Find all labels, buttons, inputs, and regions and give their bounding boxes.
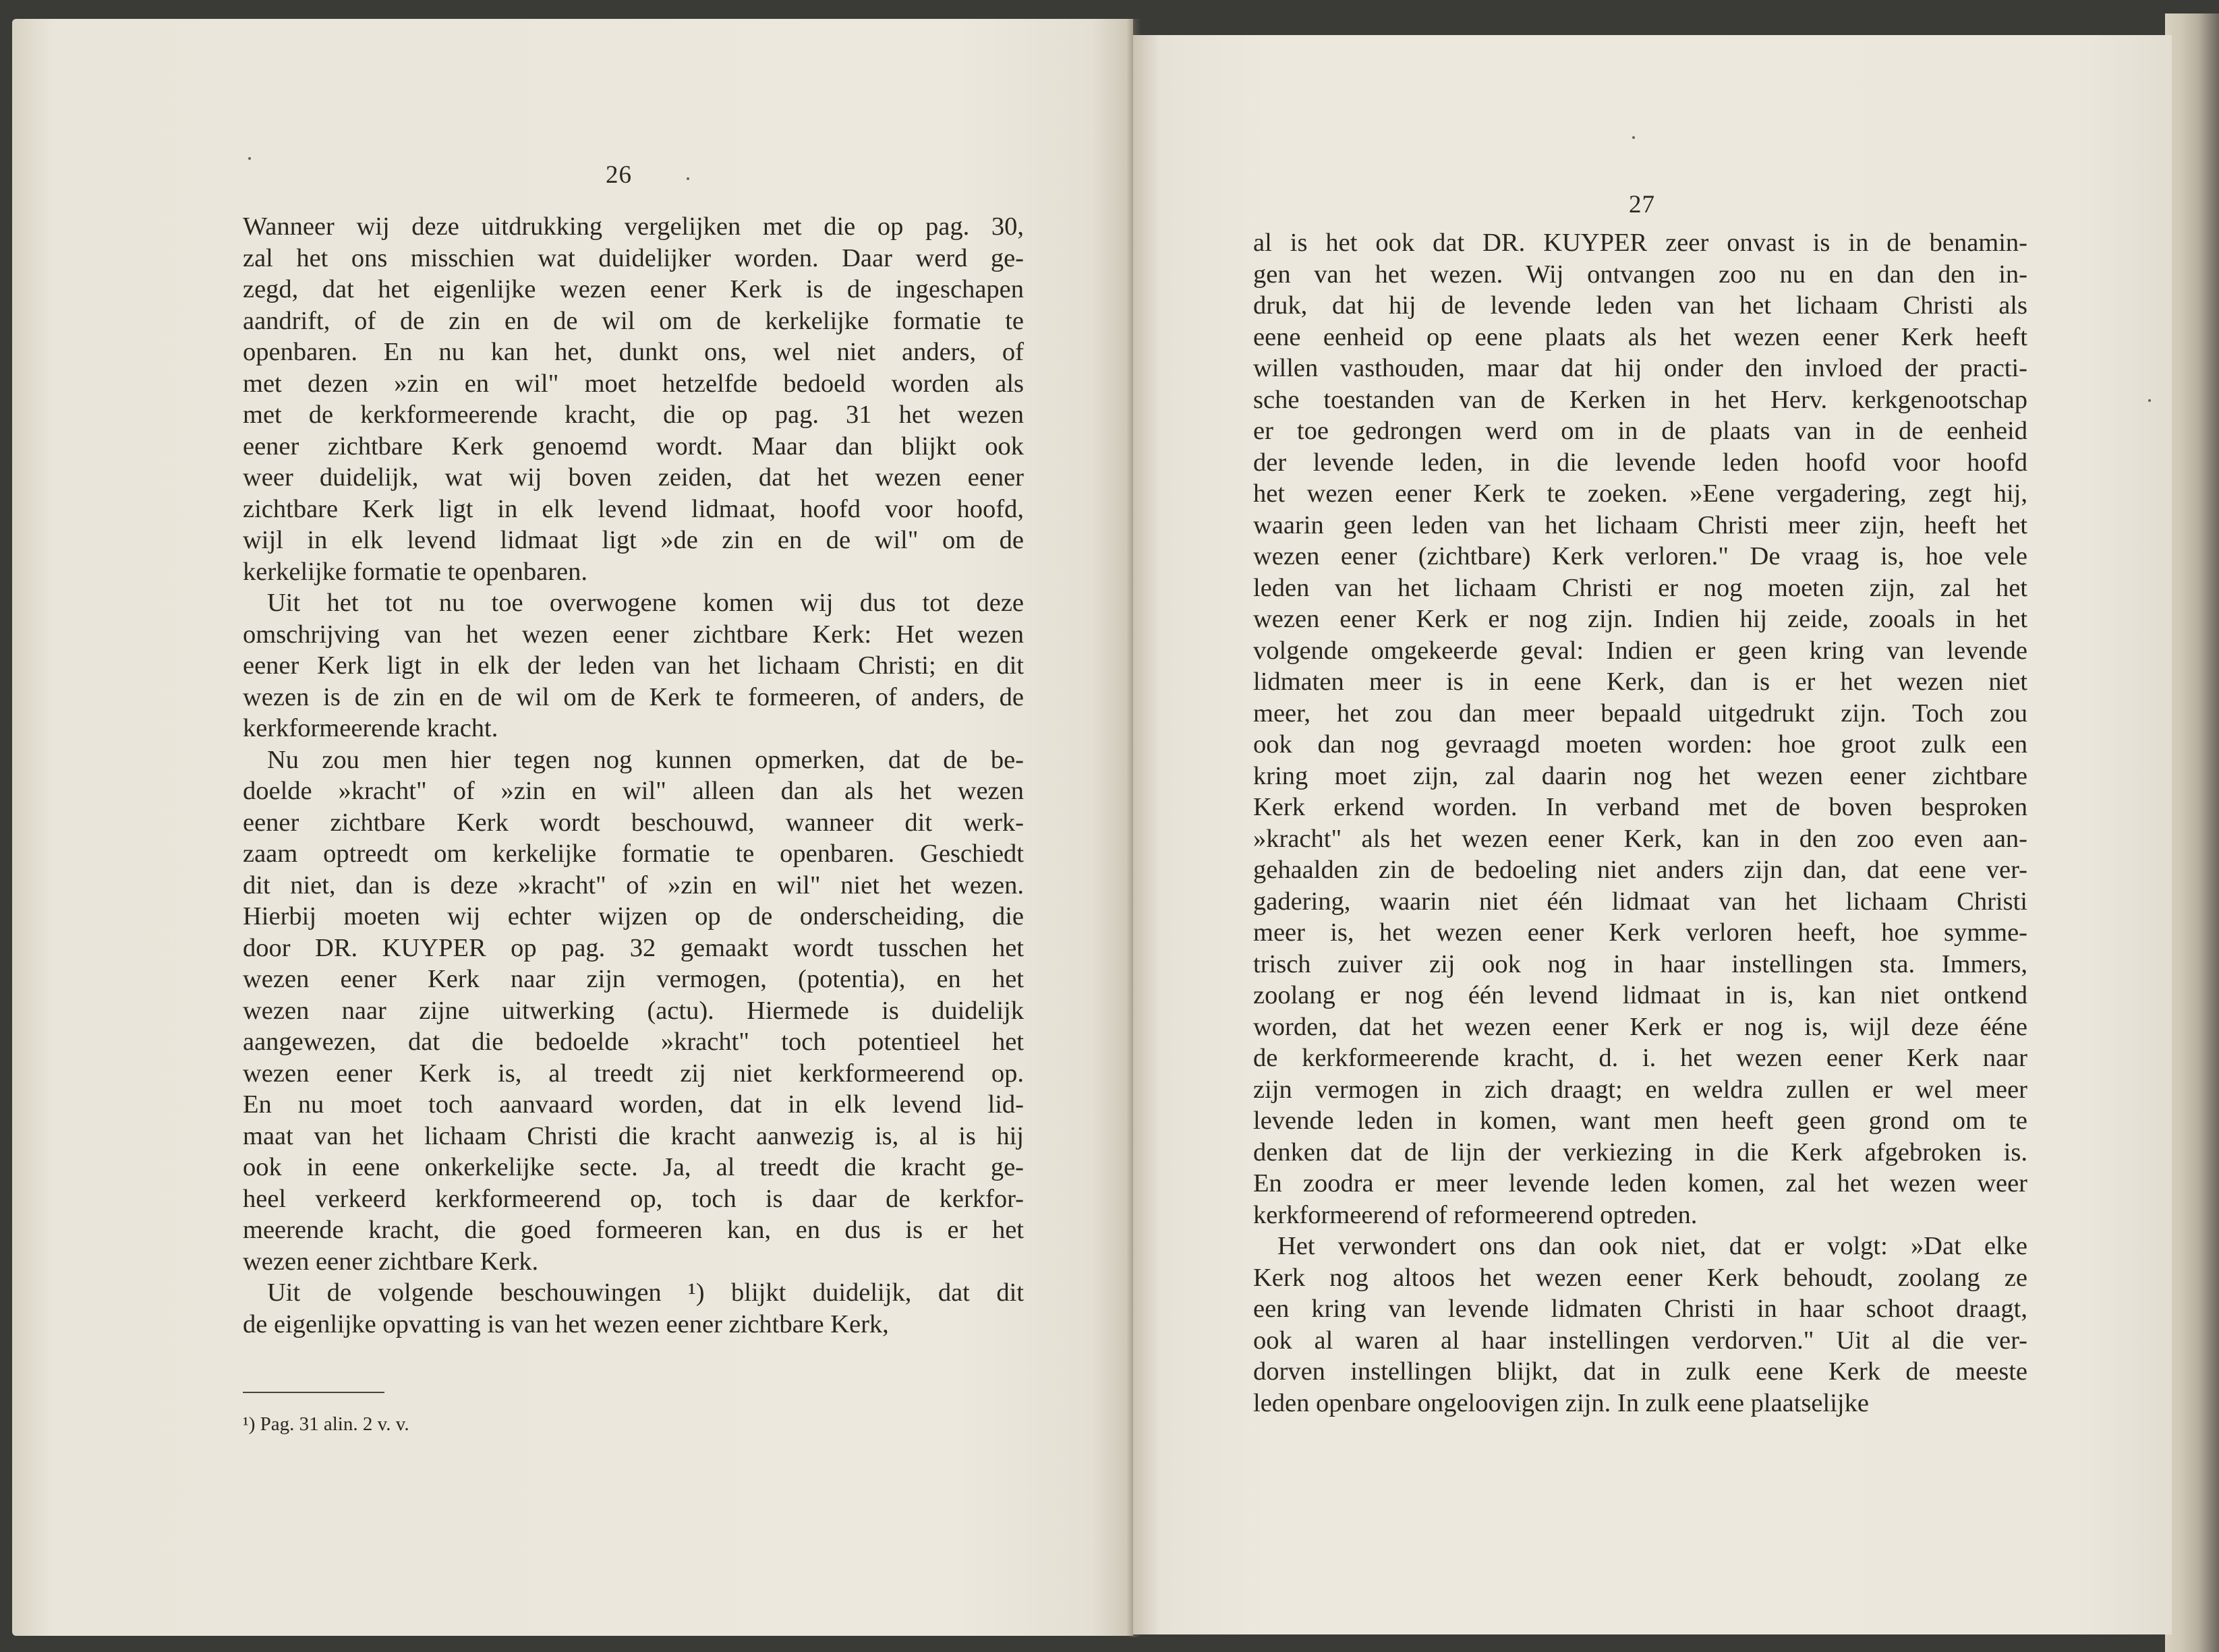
text-line: dit niet, dan is deze »kracht" of »zin en wil" niet het wezen. [243, 871, 1024, 899]
paper-speck [2148, 399, 2151, 402]
text-line: ook al waren al haar instellingen verdorven." Uit al die ver- [1253, 1326, 2027, 1355]
text-line: Het verwondert ons dan ook niet, dat er volgt: »Dat elke [1277, 1232, 2027, 1260]
text-line: Wanneer wij deze uitdrukking vergelijken met die op pag. 30, [243, 212, 1024, 241]
text-line: wezen eener Kerk er nog zijn. Indien hij zeide, zooals in het [1253, 605, 2027, 633]
text-line: door DR. KUYPER op pag. 32 gemaakt wordt tusschen het [243, 933, 1024, 962]
paper-speck [248, 157, 251, 160]
text-line: zijn vermogen in zich draagt; en weldra zullen er wel meer [1253, 1075, 2027, 1104]
text-line: »kracht" als het wezen eener Kerk, kan in den zoo even aan- [1253, 824, 2027, 853]
text-line: kring moet zijn, zal daarin nog het wezen eener zichtbare [1253, 761, 2027, 790]
text-line: weer duidelijk, wat wij boven zeiden, dat het wezen eener [243, 463, 1024, 492]
text-line: eene eenheid op eene plaats als het wezen eener Kerk heeft [1253, 322, 2027, 351]
text-line: volgende omgekeerde geval: Indien er geen kring van levende [1253, 636, 2027, 665]
footnote: ¹) Pag. 31 alin. 2 v. v. [243, 1413, 409, 1435]
paper-speck [687, 177, 689, 180]
text-line: meer, het zou dan meer bepaald uitgedrukt zijn. Toch zou [1253, 699, 2027, 728]
text-line: waarin geen leden van het lichaam Christi meer zijn, heeft het [1253, 510, 2027, 539]
text-line: meer is, het wezen eener Kerk verloren heeft, hoe symme- [1253, 918, 2027, 947]
text-line: druk, dat hij de levende leden van het lichaam Christi als [1253, 291, 2027, 320]
text-line: lidmaten meer is in eene Kerk, dan is er het wezen niet [1253, 668, 2027, 696]
body-text [243, 211, 1024, 1340]
footnote-divider [243, 1392, 384, 1393]
text-line: gehaalden zin de bedoeling niet anders zijn dan, dat eene ver- [1253, 856, 2027, 884]
text-line: aangewezen, dat die bedoelde »kracht" toch potentieel het [243, 1028, 1024, 1056]
text-line: En nu moet toch aanvaard worden, dat in elk levend lid- [243, 1090, 1024, 1119]
text-line: wezen naar zijne uitwerking (actu). Hiermede is duidelijk [243, 996, 1024, 1025]
text-line: eener zichtbare Kerk genoemd wordt. Maar dan blijkt ook [243, 432, 1024, 461]
text-line: wijl in elk levend lidmaat ligt »de zin en de wil" om de [243, 526, 1024, 554]
text-line: Uit het tot nu toe overwogene komen wij dus tot deze [267, 589, 1024, 617]
text-line: zegd, dat het eigenlijke wezen eener Kerk is de ingeschapen [243, 275, 1024, 303]
text-line: denken dat de lijn der verkiezing in die Kerk afgebroken is. [1253, 1138, 2027, 1167]
text-line: maat van het lichaam Christi die kracht aanwezig is, al is hij [243, 1121, 1024, 1150]
text-line: de eigenlijke opvatting is van het wezen eener zichtbare Kerk, [243, 1309, 889, 1338]
text-line: leden van het lichaam Christi er nog moeten zijn, zal het [1253, 573, 2027, 602]
body-text [1253, 227, 2027, 1419]
text-line: eener Kerk ligt in elk der leden van het lichaam Christi; en dit [243, 651, 1024, 680]
right-page [1133, 35, 2172, 1634]
page-edges [2165, 13, 2219, 1652]
text-line: doelde »kracht" of »zin en wil" alleen dan als het wezen [243, 777, 1024, 805]
text-line: leden openbare ongeloovigen zijn. In zulk eene plaatselijke [1253, 1388, 1869, 1417]
text-line: kerkformeerende kracht. [243, 714, 498, 742]
text-line: aandrift, of de zin en de wil om de kerkelijke formatie te [243, 306, 1024, 335]
text-line: wezen eener Kerk is, al treedt zij niet kerkformeerend op. [243, 1059, 1024, 1088]
text-line: Nu zou men hier tegen nog kunnen opmerken, dat de be- [267, 745, 1024, 774]
text-line: Uit de volgende beschouwingen ¹) blijkt duidelijk, dat dit [267, 1278, 1024, 1307]
text-line: met de kerkformeerende kracht, die op pag. 31 het wezen [243, 401, 1024, 429]
text-line: ook dan nog gevraagd moeten worden: hoe groot zulk een [1253, 730, 2027, 759]
text-line: Kerk nog altoos het wezen eener Kerk behoudt, zoolang ze [1253, 1263, 2027, 1292]
text-line: willen vasthouden, maar dat hij onder den invloed der practi- [1253, 354, 2027, 382]
text-line: zoolang er nog één levend lidmaat in is, kan niet ontkend [1253, 981, 2027, 1009]
text-line: trisch zuiver zij ook nog in haar instellingen sta. Immers, [1253, 949, 2027, 978]
text-line: wezen eener zichtbare Kerk. [243, 1247, 539, 1276]
text-line: omschrijving van het wezen eener zichtbare Kerk: Het wezen [243, 620, 1024, 649]
text-line: sche toestanden van de Kerken in het Herv. kerkgenootschap [1253, 385, 2027, 414]
text-line: der levende leden, in die levende leden hoofd voor hoofd [1253, 448, 2027, 477]
text-line: En zoodra er meer levende leden komen, zal het wezen weer [1253, 1169, 2027, 1198]
text-line: er toe gedrongen werd om in de plaats van in de eenheid [1253, 417, 2027, 445]
text-line: heel verkeerd kerkformeerend op, toch is daar de kerkfor- [243, 1184, 1024, 1213]
text-line: gen van het wezen. Wij ontvangen zoo nu en dan den in- [1253, 260, 2027, 289]
text-line: Kerk erkend worden. In verband met de boven besproken [1253, 793, 2027, 821]
text-line: een kring van levende lidmaten Christi in haar schoot draagt, [1253, 1295, 2027, 1323]
text-line: de kerkformeerende kracht, d. i. het wezen eener Kerk naar [1253, 1044, 2027, 1072]
text-line: meerende kracht, die goed formeeren kan, en dus is er het [243, 1216, 1024, 1244]
page-number: 26 [606, 161, 632, 189]
text-line: ook in eene onkerkelijke secte. Ja, al treedt die kracht ge- [243, 1153, 1024, 1181]
text-line: gadering, waarin niet één lidmaat van het lichaam Christi [1253, 887, 2027, 916]
text-line: wezen eener Kerk naar zijn vermogen, (potentia), en het [243, 965, 1024, 993]
text-line: zaam optreedt om kerkelijke formatie te openbaren. Geschiedt [243, 839, 1024, 868]
text-line: kerkelijke formatie te openbaren. [243, 557, 587, 586]
text-line: al is het ook dat DR. KUYPER zeer onvast is in de benamin- [1253, 229, 2027, 257]
text-line: wezen eener (zichtbare) Kerk verloren." De vraag is, hoe vele [1253, 542, 2027, 570]
text-line: worden, dat het wezen eener Kerk er nog is, wijl deze ééne [1253, 1012, 2027, 1041]
paper-speck [1632, 136, 1635, 139]
text-line: met dezen »zin en wil" moet hetzelfde bedoeld worden als [243, 369, 1024, 398]
text-line: Hierbij moeten wij echter wijzen op de onderscheiding, die [243, 902, 1024, 931]
text-line: dorven instellingen blijkt, dat in zulk eene Kerk de meeste [1253, 1357, 2027, 1386]
text-line: wezen is de zin en de wil om de Kerk te formeeren, of anders, de [243, 682, 1024, 711]
text-line: eener zichtbare Kerk wordt beschouwd, wanneer dit werk- [243, 808, 1024, 837]
left-page [12, 19, 1133, 1636]
page-number: 27 [1629, 191, 1655, 218]
text-line: zal het ons misschien wat duidelijker worden. Daar werd ge- [243, 243, 1024, 272]
text-line: het wezen eener Kerk te zoeken. »Eene vergadering, zegt hij, [1253, 479, 2027, 508]
text-line: kerkformeerend of reformeerend optreden. [1253, 1200, 1698, 1229]
text-line: levende leden in komen, want men heeft geen grond om te [1253, 1107, 2027, 1135]
text-line: zichtbare Kerk ligt in elk levend lidmaat, hoofd voor hoofd, [243, 494, 1024, 523]
text-line: openbaren. En nu kan het, dunkt ons, wel niet anders, of [243, 338, 1024, 366]
